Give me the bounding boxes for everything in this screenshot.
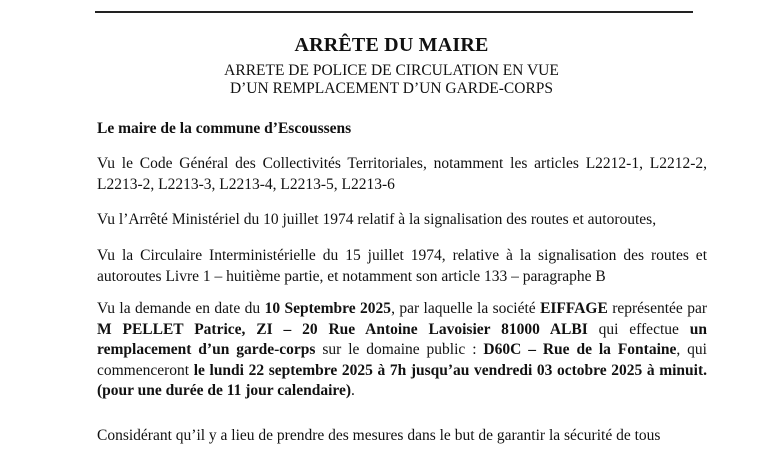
demande-text: qui effectue — [587, 320, 690, 338]
document-subtitle-line2: D’UN REMPLACEMENT D’UN GARDE-CORPS — [229, 80, 554, 97]
demande-periode: le lundi 22 septembre 2025 à 7h jusqu’au vendredi 03 octobre 2025 à minuit. — [193, 361, 708, 379]
vu-demande-paragraph — [97, 299, 707, 402]
demande-text: Vu la demande en date du — [97, 300, 265, 317]
demande-duree: (pour une durée de 11 jour calendaire) — [97, 382, 352, 399]
demande-representant: M PELLET Patrice, ZI – 20 Rue Antoine Lavoisier 81000 ALBI — [97, 320, 588, 338]
vu-arrete-paragraph: Vu l’Arrêté Ministériel du 10 juillet 1974 relatif à la signalisation des routes et autoroutes, — [97, 211, 657, 228]
vu-circulaire-paragraph: Vu la Circulaire Interministérielle du 15 juillet 1974, relative à la signalisation des routes et autoroutes Livre 1 – huitième partie, et notamment son article 133 – paragraphe B — [97, 247, 707, 285]
document-subtitle-line1: ARRETE DE POLICE DE CIRCULATION EN VUE — [224, 62, 559, 79]
demande-text: . — [351, 382, 355, 399]
top-rule — [95, 11, 693, 13]
demande-text: représentée par — [607, 300, 707, 317]
demande-date: 10 Septembre 2025 — [264, 300, 392, 317]
maire-heading: Le maire de la commune d’Escoussens — [97, 120, 352, 137]
document-title: ARRÊTE DU MAIRE — [294, 34, 489, 56]
vu-code-paragraph: Vu le Code Général des Collectivités Territoriales, notamment les articles L2212-1, L2212-2, L2213-2, L2213-3, L2213-4, L2213-5, L2213-6 — [97, 155, 707, 193]
demande-text: sur le domaine public : — [315, 341, 484, 358]
demande-lieu: D60C – Rue de la Fontaine — [483, 341, 677, 358]
demande-societe: EIFFAGE — [540, 300, 608, 317]
considerant-paragraph: Considérant qu’il y a lieu de prendre des mesures dans le but de garantir la sécurité de tous — [97, 427, 661, 444]
demande-text: , qui commenceront — [97, 341, 707, 379]
demande-objet: un remplacement d’un garde-corps — [97, 320, 707, 358]
demande-text: , par laquelle la société — [391, 300, 541, 317]
